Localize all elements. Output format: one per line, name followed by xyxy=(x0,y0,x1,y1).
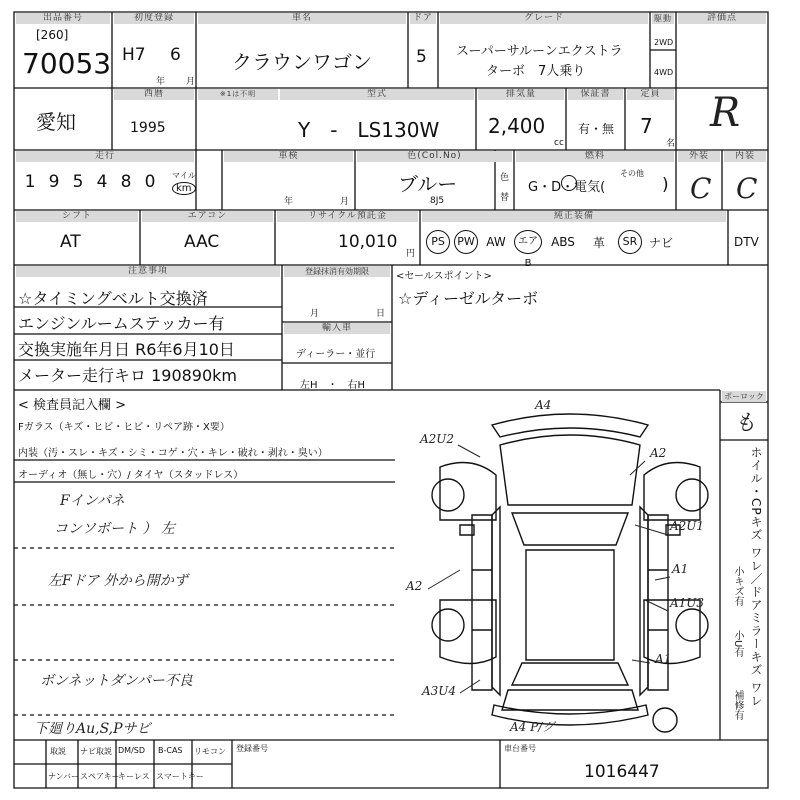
footer-opt: B-CAS xyxy=(158,746,183,755)
header-drive: 駆動 xyxy=(654,14,672,23)
shift-value: AT xyxy=(60,232,81,252)
header-aircon: エアコン xyxy=(142,211,273,222)
model-year: 1995 xyxy=(130,120,166,136)
grade-line2: ターボ 7人乗り xyxy=(486,64,586,79)
note-line-1: ☆タイミングベルト交換済 xyxy=(18,289,208,308)
import-steering: 左H ・ 右H xyxy=(300,380,366,391)
reg-expiry-month: 月 xyxy=(310,309,320,319)
inspector-header: < 検査員記入欄 > xyxy=(18,398,127,413)
diagram-mark: A3U4 xyxy=(422,684,457,698)
header-model-year: 西暦 xyxy=(114,89,194,100)
equipment-leather: 革 xyxy=(592,235,605,250)
header-car-name: 車名 xyxy=(198,13,406,24)
footer-opt: ナビ取説 xyxy=(80,747,112,756)
footer-opt: キーレス xyxy=(118,772,150,781)
footer-opt: 取説 xyxy=(50,747,66,756)
equipment-pw: PW xyxy=(454,230,478,254)
aircon-value: AAC xyxy=(184,232,220,252)
header-equipment: 純正装備 xyxy=(422,211,726,222)
header-warranty: 保証書 xyxy=(568,89,623,100)
lot-number: 70053 xyxy=(22,47,112,80)
header-mileage: 走行 xyxy=(16,151,194,162)
inspector-note-1: Fインパネ xyxy=(60,493,125,509)
footer-opt: スペアキー xyxy=(80,772,120,781)
header-inspection-note: ※1は不明 xyxy=(198,89,278,100)
exterior-value: C xyxy=(690,172,712,205)
inspector-note-5: 下廻りAu,S,Pサビ xyxy=(34,721,151,737)
mileage-unit-km: km xyxy=(172,182,196,195)
note-line-3: 交換実施年月日 R6年6月10日 xyxy=(18,340,235,359)
header-import: 輸入車 xyxy=(284,323,390,334)
sales-point-header: <セールスポイント> xyxy=(396,271,492,282)
fuel-other: その他 xyxy=(620,169,644,178)
score-handwritten: R xyxy=(710,90,741,136)
diagram-mark: A1 xyxy=(672,562,689,576)
diagram-mark: A2 xyxy=(650,446,667,460)
diagram-mark: A2U1 xyxy=(670,519,705,533)
header-recycle: リサイクル預託金 xyxy=(277,211,418,222)
note-line-2: エンジンルームステッカー有 xyxy=(18,314,225,333)
footer-opt: スマートキー xyxy=(156,772,204,781)
warranty-value: 有・無 xyxy=(578,122,615,136)
side-vertical-u: 小U有 xyxy=(732,630,743,658)
capacity-unit: 名 xyxy=(666,139,676,149)
inspector-note-4: ボンネットダンパー不良 xyxy=(40,673,193,689)
side-handwritten: も xyxy=(734,411,757,436)
diagram-mark: A4 xyxy=(535,398,552,412)
diagram-mark: A1U3 xyxy=(670,596,705,610)
mileage-unit-mile: マイル xyxy=(172,171,196,180)
header-score: 評価点 xyxy=(678,13,766,24)
inspector-note-2: コンソボート ） 左 xyxy=(54,521,175,537)
equipment-ps: PS xyxy=(426,230,450,254)
car-name: クラウンワゴン xyxy=(232,50,372,74)
color-value: ブルー xyxy=(398,172,458,196)
header-reg-expiry: 登録抹消有効期限 xyxy=(284,266,390,277)
diagram-mark: A2 xyxy=(406,579,423,593)
capacity-value: 7 xyxy=(640,114,653,138)
footer-chassis-label: 車台番号 xyxy=(504,744,536,753)
inspector-row-audio: オーディオ（無し・穴）/ タイヤ（スタッドレス） xyxy=(18,470,244,481)
equipment-dtv: DTV xyxy=(734,235,759,249)
equipment-navi: ナビ xyxy=(648,235,673,250)
mileage-digit: 5 xyxy=(72,172,84,192)
reg-expiry-day: 日 xyxy=(376,309,386,319)
equipment-sunroof: SR xyxy=(618,230,642,254)
import-dealer: ディーラー・並行 xyxy=(296,349,376,360)
footer-reg-label: 登録番号 xyxy=(236,744,268,753)
mileage-digit: 9 xyxy=(48,172,60,192)
month-unit: 月 xyxy=(186,77,196,87)
header-displacement: 排気量 xyxy=(478,89,564,100)
diagram-mark: A2U2 xyxy=(420,432,455,446)
drive-4wd: 4WD xyxy=(654,68,674,77)
equipment-airbag: エアB xyxy=(514,230,542,254)
footer-opt: ナンバー xyxy=(48,772,80,781)
header-first-reg: 初度登録 xyxy=(114,13,194,24)
side-vertical-repair: 補修有 xyxy=(732,690,743,720)
displacement: 2,400 xyxy=(488,114,546,138)
side-vertical-minor: 小キズ有 xyxy=(732,566,743,606)
header-model: 型式 xyxy=(280,89,474,100)
displacement-unit: cc xyxy=(554,138,564,148)
equipment-abs: ABS xyxy=(551,235,575,249)
note-line-4: メーター走行キロ 190890km xyxy=(18,366,238,385)
inspection-month-unit: 月 xyxy=(340,197,350,207)
car-diagram xyxy=(400,395,720,740)
color-change-2: 替 xyxy=(500,193,510,203)
inspector-note-3: 左Fドア 外から開かず xyxy=(48,573,188,589)
header-inspection: 車検 xyxy=(224,151,353,162)
mileage-digit: 1 xyxy=(24,172,36,192)
color-change-1: 色 xyxy=(500,173,510,183)
recycle-unit: 円 xyxy=(406,249,416,259)
inspection-year-unit: 年 xyxy=(284,197,294,207)
venue-code: [260] xyxy=(36,28,69,42)
chassis-number: 1016447 xyxy=(584,762,660,782)
model-code: Y - LS130W xyxy=(298,118,440,142)
doors-value: 5 xyxy=(416,47,427,67)
diagram-mark: A1 xyxy=(655,652,672,666)
fuel-close: ) xyxy=(662,175,669,195)
year-unit: 年 xyxy=(156,77,166,87)
diesel-circle xyxy=(561,175,577,191)
inspector-row-interior: 内装（汚・スレ・キズ・シミ・コゲ・穴・キレ・破れ・剥れ・臭い） xyxy=(18,448,328,459)
equipment-aw: AW xyxy=(486,235,506,249)
footer-opt: リモコン xyxy=(194,747,226,756)
footer-opt: DM/SD xyxy=(118,746,145,755)
side-vertical-main: ホイル・CPキズ ワレ／ドアミラーキズ ワレ xyxy=(749,446,763,708)
header-color: 色(Col.No) xyxy=(357,151,512,162)
grade-line1: スーパーサルーンエクストラ xyxy=(456,44,623,59)
first-reg-era: H7 xyxy=(122,45,146,65)
header-exterior: 外装 xyxy=(678,151,720,162)
header-doors: ドア xyxy=(410,13,436,24)
header-shift: シフト xyxy=(16,211,138,222)
header-capacity: 定員 xyxy=(627,89,674,100)
header-fuel: 燃料 xyxy=(516,151,674,162)
recycle-value: 10,010 xyxy=(338,232,398,252)
first-reg-month: 6 xyxy=(170,45,181,65)
header-grade: グレード xyxy=(440,13,648,24)
header-interior: 内装 xyxy=(724,151,766,162)
mileage-digit: 0 xyxy=(144,172,156,192)
drive-2wd: 2WD xyxy=(654,38,674,47)
header-venue-no: 出品番号 xyxy=(16,13,110,24)
fuel-value: G・D・電気( xyxy=(528,180,606,195)
header-side: ポーロック xyxy=(722,391,766,402)
equipment-list xyxy=(426,230,676,269)
inspector-row-glass: Fガラス（キズ・ヒビ・ヒビ・リペア跡・X要） xyxy=(18,422,230,433)
sales-point-text: ☆ディーゼルターボ xyxy=(398,289,539,308)
mileage-digit: 4 xyxy=(96,172,108,192)
interior-value: C xyxy=(736,172,758,205)
mileage-digits xyxy=(18,172,162,192)
region: 愛知 xyxy=(36,110,76,134)
diagram-mark: A4 P/グ xyxy=(510,720,555,734)
color-code: 8J5 xyxy=(430,196,445,206)
header-notes: 注意事項 xyxy=(16,266,280,277)
mileage-digit: 8 xyxy=(120,172,132,192)
